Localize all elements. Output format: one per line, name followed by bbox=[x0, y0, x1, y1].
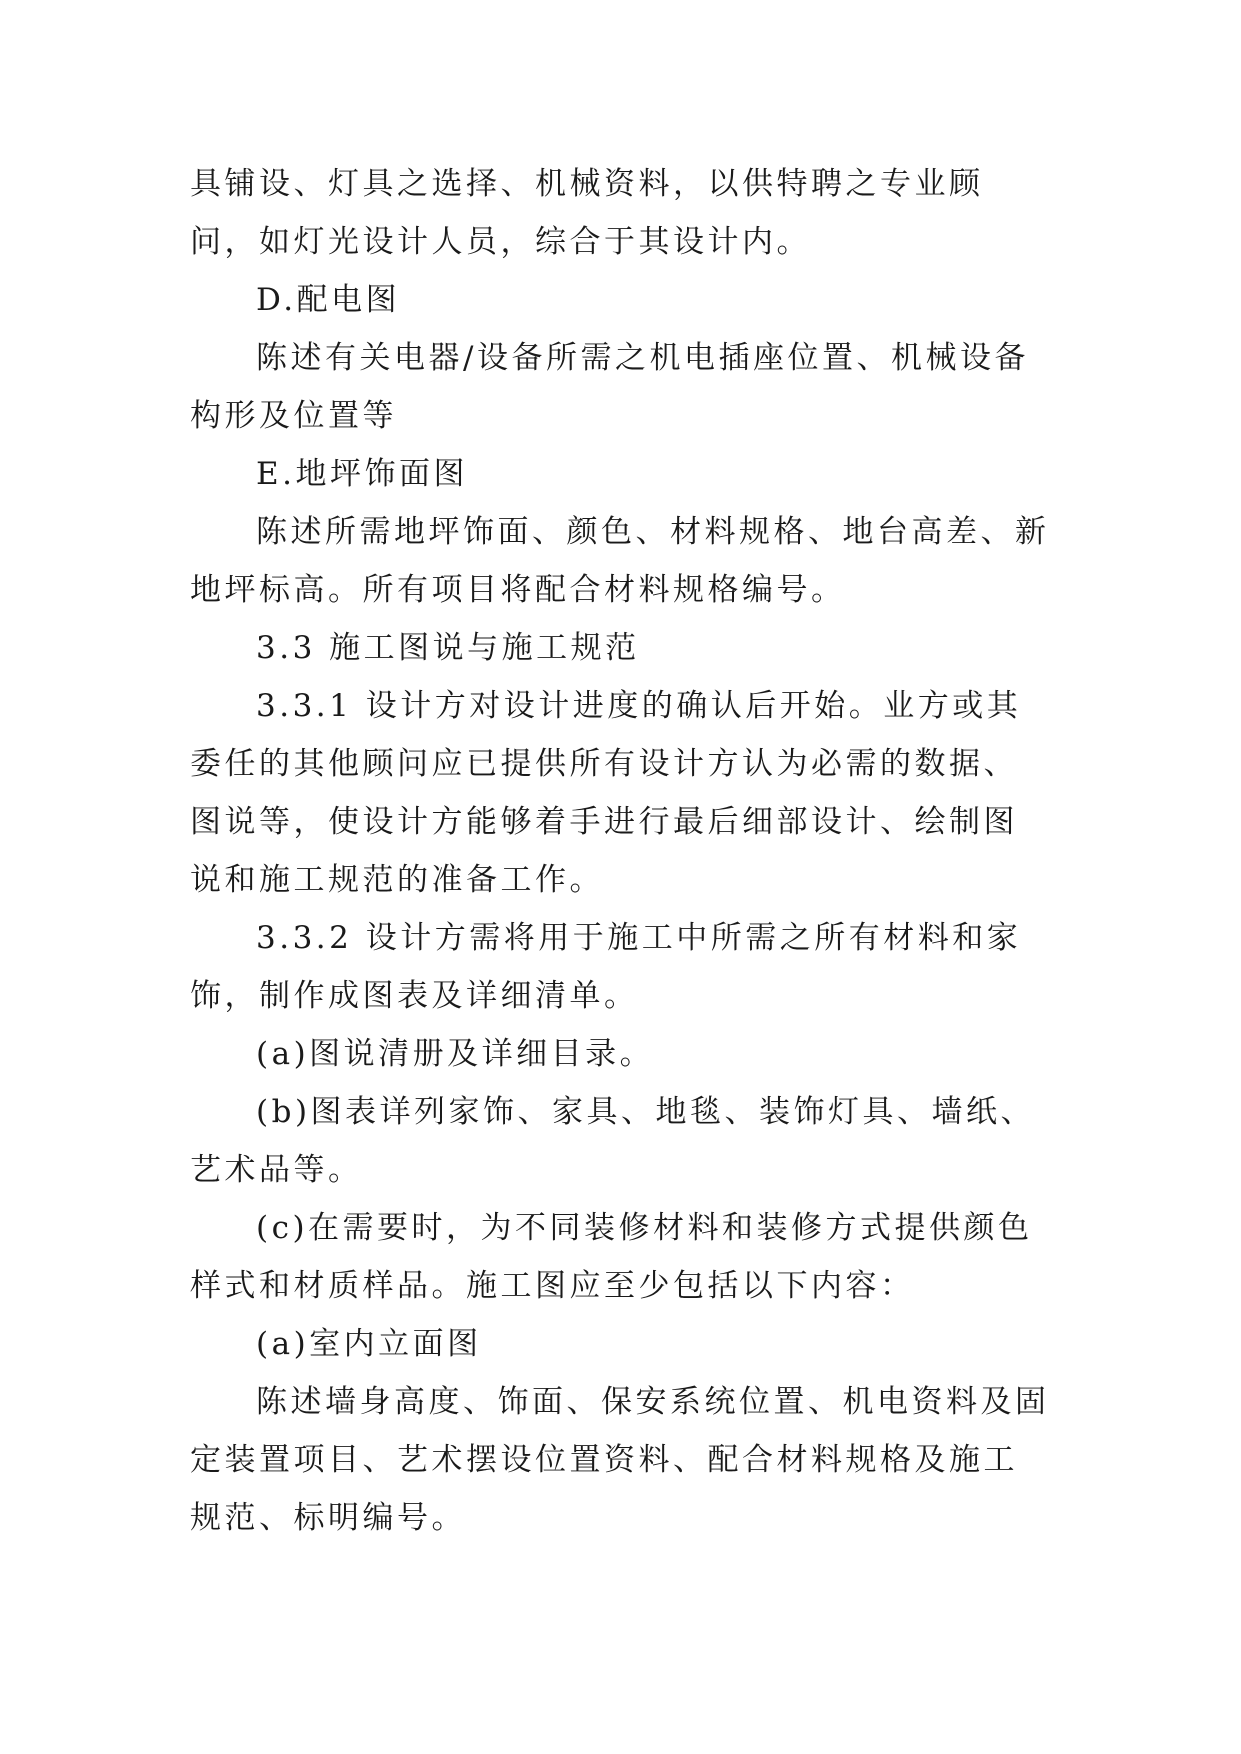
paragraph-lighting-continuation: 具铺设、灯具之选择、机械资料，以供特聘之专业顾问，如灯光设计人员，综合于其设计内。 bbox=[190, 166, 984, 260]
paragraph-3-3-2: 3.3.2 设计方需将用于施工中所需之所有材料和家饰，制作成图表及详细清单。 bbox=[190, 920, 1022, 1014]
list-item-b: (b)图表详列家饰、家具、地毯、装饰灯具、墙纸、艺术品等。 bbox=[190, 1094, 1036, 1188]
list-item-a: (a)图说清册及详细目录。 bbox=[256, 1036, 655, 1072]
paragraph-power-distribution: 陈述有关电器/设备所需之机电插座位置、机械设备构形及位置等 bbox=[190, 340, 1029, 434]
section-heading-3-3: 3.3 施工图说与施工规范 bbox=[256, 630, 640, 666]
list-item-interior-elevation: (a)室内立面图 bbox=[256, 1326, 482, 1362]
document-body bbox=[190, 155, 1050, 1547]
paragraph-3-3-1: 3.3.1 设计方对设计进度的确认后开始。业方或其委任的其他顾问应已提供所有设计方认为必需的数据、图说等，使设计方能够着手进行最后细部设计、绘制图说和施工规范的准备工作。 bbox=[190, 688, 1022, 898]
heading-floor-finish-plan: E.地坪饰面图 bbox=[256, 456, 468, 492]
paragraph-interior-elevation: 陈述墙身高度、饰面、保安系统位置、机电资料及固定装置项目、艺术摆设位置资料、配合材料规格及施工规范、标明编号。 bbox=[190, 1384, 1050, 1536]
paragraph-floor-finish: 陈述所需地坪饰面、颜色、材料规格、地台高差、新地坪标高。所有项目将配合材料规格编号。 bbox=[190, 514, 1050, 608]
heading-power-distribution-plan: D.配电图 bbox=[256, 282, 401, 318]
list-item-c: (c)在需要时，为不同装修材料和装修方式提供颜色样式和材质样品。施工图应至少包括以下内容： bbox=[190, 1210, 1033, 1304]
